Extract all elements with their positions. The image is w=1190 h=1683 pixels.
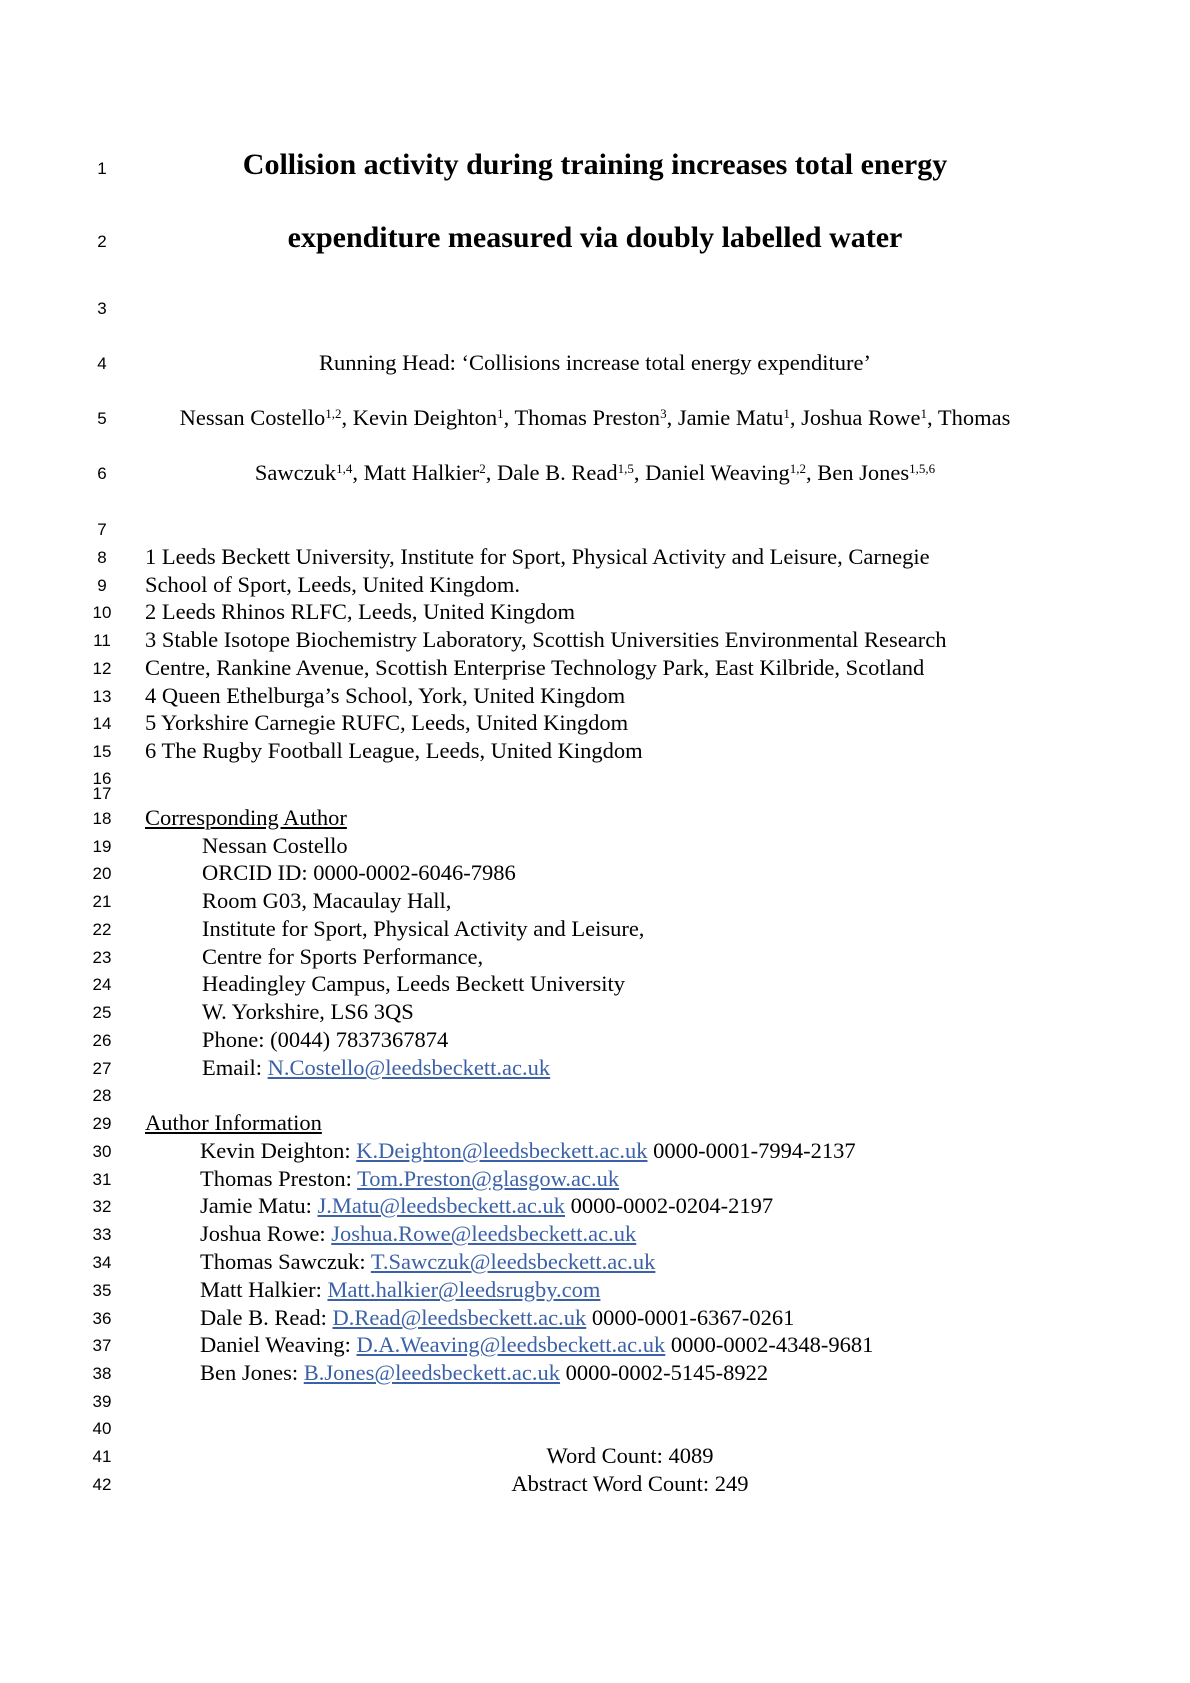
line-number: 34 (92, 1253, 112, 1272)
line-number: 1 (97, 159, 107, 178)
author-affiliation: 2 (479, 460, 486, 476)
line-number: 22 (92, 920, 112, 939)
author-orcid: 0000-0002-4348-9681 (670, 1332, 874, 1357)
line-number: 2 (97, 232, 107, 251)
author-info-label: Thomas Preston: (200, 1166, 352, 1191)
author-info-entry (200, 1362, 768, 1385)
line-number: 28 (92, 1086, 112, 1105)
author-affiliation: 1 (497, 405, 504, 421)
author-info-entry (200, 1195, 773, 1218)
author-email-link[interactable]: J.Matu@leedsbeckett.ac.uk (317, 1193, 565, 1218)
line-number: 17 (92, 784, 112, 803)
affiliation-line: Centre, Rankine Avenue, Scottish Enterprise Technology Park, East Kilbride, Scotland (145, 655, 925, 680)
line-number: 31 (92, 1170, 112, 1189)
author-list-line-2: Sawczuk$^{1,4}$, Matt Halkier$^2$, Dale B. Read$^{1,5}$, Daniel Weaving$^{1,2}$, Ben Jones$^{1,5,6}$ (254, 460, 936, 485)
author-info-entry (200, 1307, 794, 1330)
line-number: 14 (92, 714, 112, 733)
line-number: 12 (92, 659, 112, 678)
line-number: 33 (92, 1225, 112, 1244)
line-number: 27 (92, 1059, 112, 1078)
line-number: 5 (97, 409, 107, 428)
author-info-label: Dale B. Read: (200, 1305, 327, 1330)
author-name: Dale B. Read (497, 460, 618, 485)
line-number: 42 (92, 1475, 112, 1494)
affiliation-line: 1 Leeds Beckett University, Institute for Sport, Physical Activity and Leisure, Carnegie (145, 544, 930, 569)
line-number: 35 (92, 1281, 112, 1300)
line-number: 8 (97, 548, 107, 567)
line-number: 3 (97, 299, 107, 318)
author-affiliation: 1 (920, 405, 928, 421)
line-number: 25 (92, 1003, 112, 1022)
author-email-link[interactable]: K.Deighton@leedsbeckett.ac.uk (356, 1138, 648, 1163)
line-number: 41 (92, 1447, 112, 1466)
line-number: 10 (92, 603, 112, 622)
line-number: 37 (92, 1336, 112, 1355)
author-name: Sawczuk (254, 460, 337, 485)
line-number: 32 (92, 1197, 112, 1216)
author-orcid: 0000-0001-7994-2137 (653, 1138, 856, 1163)
author-information-heading: Author Information (145, 1110, 322, 1135)
author-info-label: Jamie Matu: (200, 1193, 312, 1218)
line-number: 4 (97, 354, 107, 373)
author-orcid: 0000-0001-6367-0261 (591, 1305, 795, 1330)
corresponding-author-line: Institute for Sport, Physical Activity and Leisure, (202, 916, 645, 941)
author-affiliation: 1,5,6 (909, 460, 936, 476)
line-number: 24 (92, 975, 112, 994)
line-number: 40 (92, 1419, 112, 1438)
affiliation-line: 5 Yorkshire Carnegie RUFC, Leeds, United Kingdom (145, 710, 629, 735)
corresponding-author-email-line (202, 1057, 550, 1080)
author-name: Daniel Weaving (645, 460, 790, 485)
line-number: 38 (92, 1364, 112, 1383)
corresponding-author-line: Room G03, Macaulay Hall, (202, 888, 452, 913)
corresponding-author-line: Phone: (0044) 7837367874 (202, 1027, 449, 1052)
author-email-link[interactable]: D.Read@leedsbeckett.ac.uk (332, 1305, 587, 1330)
author-affiliation: 1,2 (789, 460, 806, 476)
affiliation-line: 3 Stable Isotope Biochemistry Laboratory, Scottish Universities Environmental Research (145, 627, 947, 652)
author-name: Thomas (937, 405, 1011, 430)
author-name: Matt Halkier (363, 460, 480, 485)
line-number: 13 (92, 687, 112, 706)
author-info-entry (200, 1140, 856, 1163)
line-number: 19 (92, 837, 112, 856)
author-affiliation: 3 (660, 405, 667, 421)
author-info-entry (200, 1168, 619, 1191)
author-info-label: Joshua Rowe: (200, 1221, 326, 1246)
affiliation-line: 6 The Rugby Football League, Leeds, United Kingdom (145, 738, 643, 763)
author-info-entry (200, 1279, 600, 1302)
author-info-label: Thomas Sawczuk: (200, 1249, 366, 1274)
corresponding-author-line: W. Yorkshire, LS6 3QS (202, 999, 414, 1024)
author-info-label: Kevin Deighton: (200, 1138, 351, 1163)
line-number: 36 (92, 1309, 112, 1328)
author-info-entry (200, 1223, 636, 1246)
author-name: Thomas Preston (514, 405, 661, 430)
author-email-link[interactable]: Tom.Preston@glasgow.ac.uk (357, 1166, 620, 1191)
paper-title-line-1: Collision activity during training increases total energy (242, 148, 948, 181)
line-number: 39 (92, 1392, 112, 1411)
author-name: Nessan Costello (179, 405, 326, 430)
corresponding-author-email-link[interactable]: N.Costello@leedsbeckett.ac.uk (267, 1055, 551, 1080)
author-email-link[interactable]: D.A.Weaving@leedsbeckett.ac.uk (356, 1332, 666, 1357)
line-number: 30 (92, 1142, 112, 1161)
abstract-word-count: Abstract Word Count: 249 (511, 1471, 749, 1496)
affiliation-line: 4 Queen Ethelburga’s School, York, United Kingdom (145, 683, 626, 708)
line-number: 20 (92, 864, 112, 883)
author-affiliation: 1,2 (325, 405, 342, 421)
author-affiliation: 1,4 (336, 460, 353, 476)
corresponding-author-line: Headingley Campus, Leeds Beckett University (202, 971, 626, 996)
corresponding-author-line: Nessan Costello (202, 833, 348, 858)
paper-title-line-2: expenditure measured via doubly labelled water (287, 221, 903, 254)
author-orcid: 0000-0002-5145-8922 (565, 1360, 769, 1385)
line-number: 15 (92, 742, 112, 761)
email-label: Email: (202, 1055, 262, 1080)
line-number: 16 (92, 769, 112, 788)
author-list-line-1: Nessan Costello$^{1,2}$, Kevin Deighton$^1$, Thomas Preston$^3$, Jamie Matu$^1$, Joshua Rowe$^1$, Thomas (179, 405, 1011, 430)
author-info-label: Daniel Weaving: (200, 1332, 351, 1357)
running-head: Running Head: ‘Collisions increase total energy expenditure’ (319, 350, 871, 375)
author-name: Kevin Deighton (352, 405, 498, 430)
author-email-link[interactable]: B.Jones@leedsbeckett.ac.uk (303, 1360, 561, 1385)
line-number: 29 (92, 1114, 112, 1133)
line-number: 23 (92, 948, 112, 967)
line-number: 9 (97, 576, 107, 595)
author-email-link[interactable]: T.Sawczuk@leedsbeckett.ac.uk (370, 1249, 656, 1274)
line-number: 21 (92, 892, 112, 911)
line-number: 26 (92, 1031, 112, 1050)
line-number: 6 (97, 464, 107, 483)
line-number: 7 (97, 520, 107, 539)
affiliation-line: School of Sport, Leeds, United Kingdom. (145, 572, 520, 597)
author-info-label: Ben Jones: (200, 1360, 299, 1385)
author-affiliation: 1,5 (617, 460, 634, 476)
author-name: Ben Jones (817, 460, 910, 485)
author-affiliation: 1 (783, 405, 790, 421)
author-name: Joshua Rowe (801, 405, 921, 430)
corresponding-author-heading: Corresponding Author (145, 805, 347, 830)
corresponding-author-line: Centre for Sports Performance, (202, 944, 484, 969)
author-name: Jamie Matu (677, 405, 784, 430)
affiliation-line: 2 Leeds Rhinos RLFC, Leeds, United Kingdom (145, 599, 575, 624)
author-orcid: 0000-0002-0204-2197 (570, 1193, 774, 1218)
author-email-link[interactable]: Joshua.Rowe@leedsbeckett.ac.uk (331, 1221, 637, 1246)
line-number: 11 (93, 631, 111, 650)
author-info-entry (200, 1251, 655, 1274)
author-info-entry (200, 1334, 873, 1357)
author-email-link[interactable]: Matt.halkier@leedsrugby.com (327, 1277, 601, 1302)
author-info-label: Matt Halkier: (200, 1277, 322, 1302)
line-number: 18 (92, 809, 112, 828)
corresponding-author-line: ORCID ID: 0000-0002-6046-7986 (202, 860, 516, 885)
word-count: Word Count: 4089 (546, 1443, 714, 1468)
